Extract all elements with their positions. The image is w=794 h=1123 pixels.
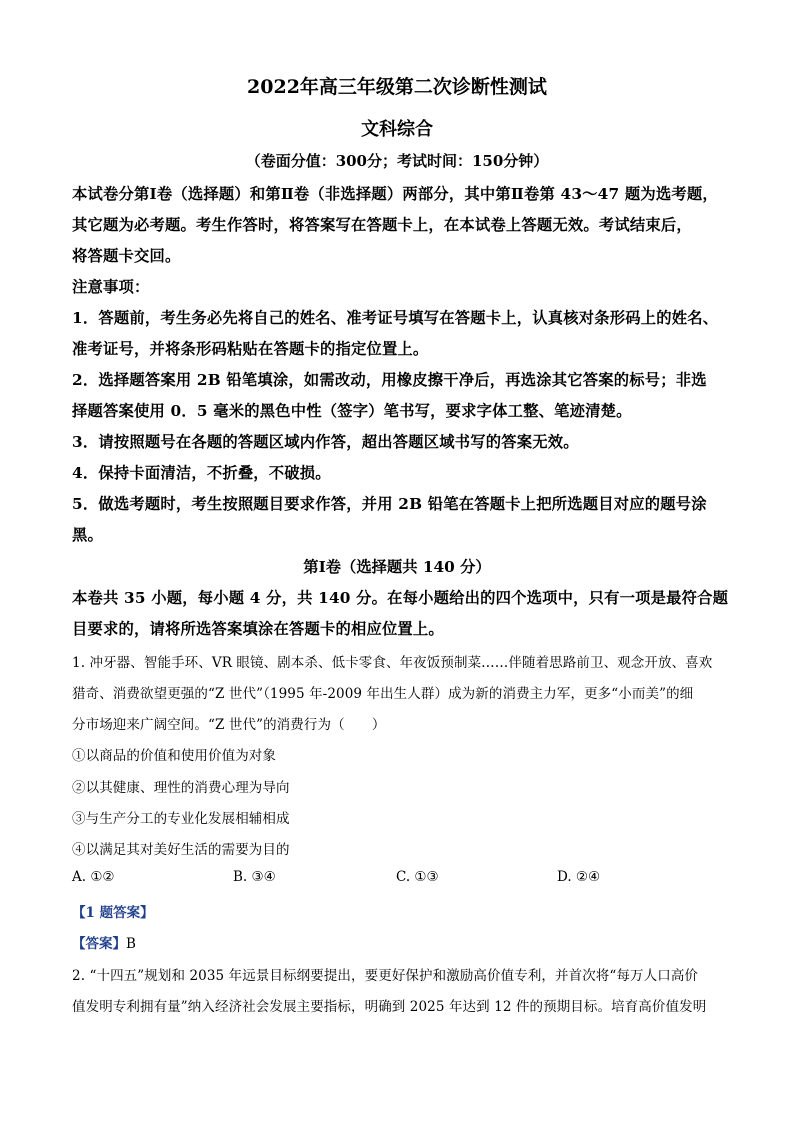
exam-subject: 文科综合 [361,119,433,140]
note-line: 择题答案使用 0．5 毫米的黑色中性（签字）笔书写，要求字体工整、笔迹清楚。 [72,402,632,420]
question-stem-line: 2. “十四五”规划和 2035 年远景目标纲要提出，要更好保护和激励高价值专利，并首次将“每万人口高价 [72,968,699,984]
option-b: B. ③④ [233,869,276,885]
note-line: 1．答题前，考生务必先将自己的姓名、准考证号填写在答题卡上，认真核对条形码上的姓名、 [72,309,719,327]
intro-line: 本试卷分第Ⅰ卷（选择题）和第Ⅱ卷（非选择题）两部分，其中第Ⅱ卷第 43～47 题为选考题， [72,185,718,203]
statement-4: ④以满足其对美好生活的需要为目的 [72,842,290,858]
answer-label: 【答案】 [72,936,126,952]
exam-meta: （卷面分值：300分；考试时间：150分钟） [245,152,549,170]
question-stem-line: 值发明专利拥有量”纳入经济社会发展主要指标，明确到 2025 年达到 12 件的预期目标。培育高价值发明 [72,999,707,1015]
question-stem-line: 猎奇、消费欲望更强的“Z 世代”（1995 年-2009 年出生人群）成为新的消费主力军，更多“小而美”的细 [72,686,694,702]
answer-block-label-text: 【1 题答案】 [72,905,154,921]
note-line: 2．选择题答案用 2B 铅笔填涂，如需改动，用橡皮擦干净后，再选涂其它答案的标号；非选 [72,371,707,389]
exam-title: 2022年高三年级第二次诊断性测试 [247,76,547,98]
notes-heading: 注意事项： [72,278,150,296]
note-line: 3．请按照题号在各题的答题区域内作答，超出答题区域书写的答案无效。 [72,433,579,451]
question-stem-line: 1. 冲牙器、智能手环、VR 眼镜、剧本杀、低卡零食、年夜饭预制菜……伴随着思路前卫、观念开放、喜欢 [72,655,713,671]
note-line: 4．保持卡面清洁，不折叠，不破损。 [72,464,331,482]
intro-line: 其它题为必考题。考生作答时，将答案写在答题卡上，在本试卷上答题无效。考试结束后， [72,216,692,234]
option-a: A. ①② [72,869,115,885]
note-line: 准考证号，并将条形码粘贴在答题卡的指定位置上。 [72,340,429,358]
option-c: C. ①③ [396,869,439,885]
answer-line [72,932,136,952]
intro-line: 将答题卡交回。 [72,247,181,265]
statement-3: ③与生产分工的专业化发展相辅相成 [72,811,290,827]
note-line: 5．做选考题时，考生按照题目要求作答，并用 2B 铅笔在答题卡上把所选题目对应的题号涂 [72,495,707,513]
section-instruction-line: 本卷共 35 小题，每小题 4 分，共 140 分。在每小题给出的四个选项中，只有一项是最符合题 [72,589,729,607]
answer-block-label [72,901,154,921]
option-d: D. ②④ [557,869,601,885]
note-line: 黑。 [72,526,103,544]
answer-value: B [126,936,136,952]
statement-1: ①以商品的价值和使用价值为对象 [72,748,276,764]
section-instruction-line: 目要求的，请将所选答案填涂在答题卡的相应位置上。 [72,620,444,638]
statement-2: ②以其健康、理性的消费心理为导向 [72,780,290,796]
question-stem-line: 分市场迎来广阔空间。“Z 世代”的消费行为（ ） [72,717,386,733]
section-heading: 第Ⅰ卷（选择题共 140 分） [303,558,491,576]
